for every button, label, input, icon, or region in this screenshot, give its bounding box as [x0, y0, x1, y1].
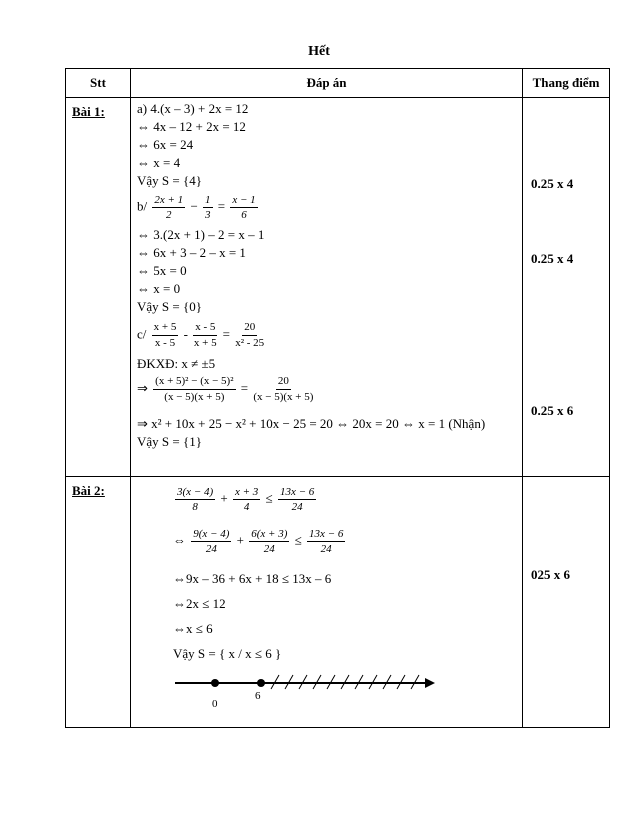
page-title: Hết — [308, 44, 330, 59]
bai1-c-line: ⇒ x² + 10x + 25 − x² + 10x − 25 = 20 ⇔ 20x = 20 ⇔ x = 1 (Nhận) — [137, 416, 486, 431]
bai2-equation: $\frac{3(x - 4)}{8}$ + $\frac{x + 3}{4}$ ≤ $\frac{13x - 6}{24}$ — [177, 486, 315, 513]
fraction: $\frac{1}{3}$ — [205, 194, 211, 221]
fraction: $\frac{9(x - 4)}{24}$ — [193, 528, 230, 555]
fraction: $\frac{13x - 6}{24}$ — [309, 528, 344, 555]
point-six — [257, 679, 265, 687]
bai1-c-label: c/ — [137, 326, 147, 342]
bai1-a-line: ⇔ x = 4 — [137, 155, 181, 170]
bai1-c-final: Vậy S = {1} — [137, 434, 202, 449]
bai1-b-line: ⇔ 5x = 0 — [137, 263, 187, 278]
fraction: $\frac{x + 5}{x - 5}$ — [153, 321, 177, 349]
bai1-c-equation: c/ $\frac{x + 5}{x - 5}$ - $\frac{x - 5}{x + 5}$ = $\frac{20}{\text{x² - 25}}$ — [137, 321, 265, 349]
score: 0.25 x 4 — [531, 251, 574, 266]
number-line — [173, 667, 443, 711]
fraction: $\frac{x - 1}{6}$ — [232, 194, 256, 221]
bai2-answer — [131, 477, 523, 728]
bai2-line: ⇔9x – 36 + 6x + 18 ≤ 13x – 6 — [173, 571, 332, 586]
fraction: $\frac{13x - 6}{24}$ — [279, 486, 315, 513]
bai1-c-step: ⇒ $\frac{\text{(x + 5)² − (x − 5)²}}{(x - 5)(x + 5)}$ = $\frac{20}{(x - 5)(x + 5)}$ — [137, 375, 314, 403]
fraction: $\frac{20}{(x - 5)(x + 5)}$ — [253, 375, 314, 403]
bai1-b-line: ⇔ 3.(2x + 1) – 2 = x – 1 — [137, 227, 265, 242]
bai2-line: ⇔x ≤ 6 — [173, 621, 213, 636]
bai1-b-label: b/ — [137, 198, 148, 214]
label-zero: 0 — [212, 698, 218, 710]
fraction: $\frac{20}{\text{x² - 25}}$ — [235, 321, 265, 349]
bai1-b-line: ⇔ 6x + 3 – 2 – x = 1 — [137, 245, 246, 260]
bai2-scores — [523, 477, 610, 728]
score: 025 x 6 — [531, 567, 570, 582]
answer-table — [65, 68, 610, 728]
fraction: $\frac{2x + 1}{2}$ — [154, 194, 184, 221]
bai2-equation: ⇔ $\frac{9(x - 4)}{24}$ + $\frac{6(x + 3)}{24}$ ≤ $\frac{13x - 6}{24}$ — [173, 528, 344, 555]
bai1-b-line: Vậy S = {0} — [137, 299, 202, 314]
bai1-condition: ĐKXĐ: x ≠ ±5 — [137, 356, 216, 371]
bai1-answer — [131, 98, 523, 477]
bai1-a-line: a) 4.(x – 3) + 2x = 12 — [137, 101, 249, 116]
bai1-label: Bài 1: — [66, 98, 131, 477]
bai2-label: Bài 2: — [66, 477, 131, 728]
bai1-a-line: ⇔ 6x = 24 — [137, 137, 194, 152]
score: 0.25 x 4 — [531, 176, 574, 191]
fraction: $\frac{3(x - 4)}{8}$ — [177, 486, 214, 513]
bai2-line: ⇔2x ≤ 12 — [173, 596, 226, 611]
table-row-bai2 — [66, 477, 610, 728]
table-row-bai1 — [66, 98, 610, 477]
axis-arrow-icon — [425, 678, 435, 688]
header-score: Thang điểm — [523, 69, 610, 98]
bai1-a-line: ⇔ 4x – 12 + 2x = 12 — [137, 119, 246, 134]
bai1-b-equation: b/ $\frac{2x + 1}{2}$ − $\frac{1}{3}$ = $\frac{x - 1}{6}$ — [137, 194, 256, 221]
bai2-line: Vậy S = { x / x ≤ 6 } — [173, 646, 282, 661]
label-six: 6 — [255, 690, 261, 702]
point-zero — [211, 679, 219, 687]
fraction: $\frac{x + 3}{4}$ — [234, 486, 259, 513]
bai1-a-line: Vậy S = {4} — [137, 173, 202, 188]
fraction: $\frac{x - 5}{x + 5}$ — [193, 321, 217, 349]
fraction: $\frac{\text{(x + 5)² − (x − 5)²}}{(x - 5)(x + 5)}$ — [155, 375, 234, 403]
bai1-b-line: ⇔ x = 0 — [137, 281, 181, 296]
header-stt: Stt — [66, 69, 131, 98]
fraction: $\frac{6(x + 3)}{24}$ — [251, 528, 288, 555]
bai1-scores — [523, 98, 610, 477]
score: 0.25 x 6 — [531, 403, 574, 418]
table-header-row — [66, 69, 610, 98]
header-answer: Đáp án — [131, 69, 523, 98]
